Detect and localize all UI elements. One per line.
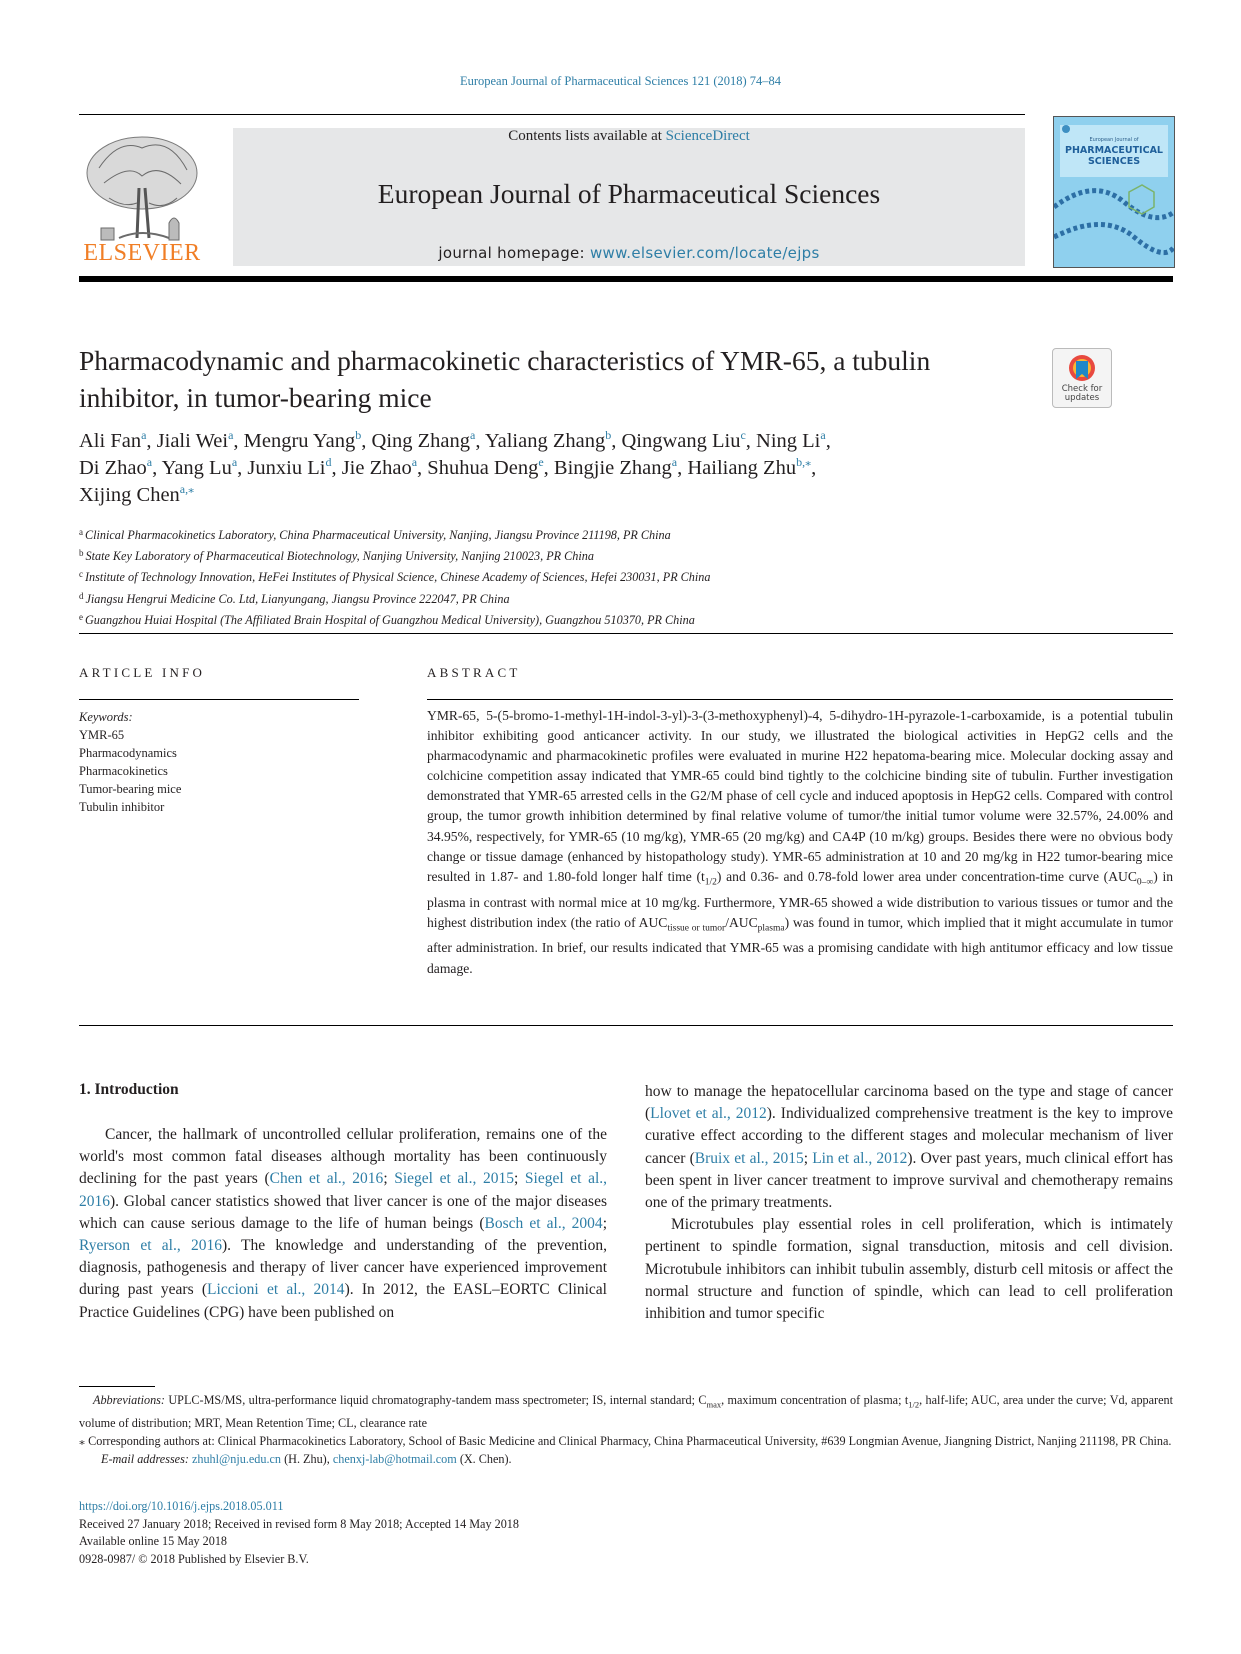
author-separator: , [331, 457, 342, 479]
email1-who: (H. Zhu), [281, 1452, 333, 1467]
copyright: 0928-0987/ © 2018 Published by Elsevier B.V. [79, 1551, 309, 1566]
author-separator: , [146, 430, 157, 452]
corresponding-footnote: ⁎ Corresponding authors at: Clinical Pharmacokinetics Laboratory, School of Basic Medicine and Clinical Pharmacy, China Pharmaceutical University, #639 Longmian Avenue, Jiangning District, Nanjing 211198, PR China. [79, 1433, 1172, 1448]
section-heading-introduction: 1. Introduction [79, 1081, 179, 1098]
abbrev-b: , maximum concentration of plasma; t [721, 1393, 909, 1407]
affiliation-label: b [79, 548, 84, 559]
author-separator: , [233, 430, 244, 452]
intro-paragraph-1-cont [645, 1081, 1173, 1214]
keywords-label: Keywords: [79, 710, 133, 724]
abstract-sub-plasma: plasma [757, 923, 785, 934]
author-affiliation-marker[interactable]: c [740, 428, 746, 442]
footnote-divider [79, 1386, 155, 1387]
author-name: Qing Zhang [371, 430, 471, 452]
keyword-item: Pharmacodynamics [79, 746, 177, 761]
body-column-right [645, 1081, 1173, 1325]
author-affiliation-marker[interactable]: a [411, 455, 418, 469]
abstract-sub-tissue: tissue or tumor [667, 923, 726, 934]
author-name: Hailiang Zhu [687, 457, 797, 479]
footnotes [79, 1391, 1173, 1468]
email2-who: (X. Chen). [456, 1452, 512, 1467]
body-column-left [79, 1124, 607, 1324]
author-affiliation-marker[interactable]: a [820, 428, 826, 442]
email-label: E-mail addresses: [101, 1452, 189, 1467]
keyword-item: YMR-65 [79, 728, 125, 743]
journal-header-box [233, 128, 1025, 266]
abstract-part3: ) in plasma in contrast with normal mice at 10 mg/kg. Furthermore, YMR-65 showed a wide distribution to various tissues or tumor and the highest distribution index (the ratio of AUC [427, 868, 1174, 930]
abstract-divider [427, 699, 1173, 700]
affiliation-text: Jiangsu Hengrui Medicine Co. Ltd, Lianyungang, Jiangsu Province 222047, PR China [85, 591, 510, 606]
ref-lin-2012[interactable]: Lin et al., 2012 [812, 1149, 908, 1167]
cover-title-line1: PHARMACEUTICAL [1065, 145, 1163, 156]
author-affiliation-marker[interactable]: b [605, 428, 612, 442]
author-separator: , [417, 457, 428, 479]
author-separator: , [811, 457, 817, 479]
homepage-link[interactable]: www.elsevier.com/locate/ejps [589, 244, 820, 262]
author-affiliation-marker[interactable]: a [141, 428, 147, 442]
intro-p1-f: ). Over past years, much clinical effort has been spent in liver cancer treatment to improve survival and chemotherapy remains one of the primary treatments. [645, 1149, 1173, 1212]
author-affiliation-marker[interactable]: a [231, 455, 238, 469]
abbrev-a: UPLC-MS/MS, ultra-performance liquid chromatography-tandem mass spectrometer; IS, internal standard; C [164, 1393, 707, 1407]
ref-siegel-2015[interactable]: Siegel et al., 2015 [394, 1170, 514, 1188]
affiliation-list [79, 523, 1079, 629]
contents-line [233, 128, 1025, 145]
check-for-updates-button[interactable] [1052, 348, 1112, 408]
ref-bosch-2004[interactable]: Bosch et al., 2004 [484, 1214, 603, 1232]
author-name: Xijing Chen [79, 484, 180, 506]
affiliation-item [79, 608, 1079, 629]
abstract-part2: ) and 0.36- and 0.78-fold lower area under concentration-time curve (AUC [716, 868, 1137, 884]
intro-paragraph-1 [79, 1124, 607, 1324]
ref-sep: ; [602, 1214, 607, 1232]
author-separator: , [475, 430, 485, 452]
journal-reference[interactable]: European Journal of Pharmaceutical Sciences 121 (2018) 74–84 [459, 74, 782, 88]
abstract-sub-auc: 0–∞ [1136, 877, 1154, 888]
author-affiliation-marker[interactable]: a [671, 455, 678, 469]
article-info-divider [79, 699, 359, 700]
affiliation-label: d [79, 590, 84, 601]
abstract-heading: ABSTRACT [427, 665, 521, 680]
author-name: Qingwang Liu [621, 430, 741, 452]
sciencedirect-link[interactable]: ScienceDirect [665, 128, 750, 144]
author-separator: , [677, 457, 688, 479]
author-name: Ali Fan [79, 430, 142, 452]
email-chen-link[interactable]: chenxj-lab@hotmail.com [332, 1452, 457, 1467]
affiliation-label: c [79, 569, 83, 580]
cover-title-line2: SCIENCES [1087, 156, 1141, 167]
ref-liccioni-2014[interactable]: Liccioni et al., 2014 [207, 1281, 345, 1299]
elsevier-wordmark: ELSEVIER [83, 240, 201, 266]
keyword-list [79, 726, 359, 816]
ref-sep: ; [383, 1170, 395, 1188]
abstract-part1: YMR-65, 5-(5-bromo-1-methyl-1H-indol-3-yl)-3-(3-methoxyphenyl)-4, 5-dihydro-1H-pyrazole-1-carboxamide, is a potential tubulin inhibitor exhibiting good anticancer activity. In our study, we illustrated the biological activities in HepG2 cells and the pharmacodynamic and pharmacokinetic profiles were evaluated in murine H22 hepatoma-bearing mice. Molecular docking assay and colchicine competition assay indicated that YMR-65 could bind tightly to the colchicine binding site of tubulin. Further investigation demonstrated that YMR-65 arrested cells in the G2/M phase of cell cycle and induced apoptosis in HepG2 cells. Compared with control group, the tumor growth inhibition determined by final relative volume of tumor/the initial tumor volume were 32.57%, 24.00% and 34.95%, respectively, for YMR-65 (10 mg/kg), YMR-65 (20 mg/kg) and CA4P (10 m/kg) groups. Besides there were no obvious body change or tissue damage (enhanced by histopathology study). YMR-65 administration at 10 and 20 mg/kg in H22 tumor-bearing mice resulted in 1.87- and 1.80-fold longer half time (t [427, 708, 1173, 884]
affiliation-text: Clinical Pharmacokinetics Laboratory, China Pharmaceutical University, Nanjing, Jiangsu Province 211198, PR China [85, 528, 671, 542]
journal-title: European Journal of Pharmaceutical Sciences [377, 178, 881, 209]
author-affiliation-marker[interactable]: e [538, 455, 544, 469]
intro-p1-d-left: ). In 2012, the EASL–EORTC Clinical Practice Guidelines (CPG) have been published on [79, 1281, 607, 1321]
author-separator: , [825, 430, 831, 452]
author-name: Bingjie Zhang [553, 457, 672, 479]
abbrev-c: , half-life; AUC, area under the curve; Vd, apparent volume of distribution; MRT, Mean Retention Time; CL, clearance rate [79, 1393, 1173, 1430]
author-separator: , [237, 457, 248, 479]
intro-p1-d-right: how to manage the hepatocellular carcinoma based on the type and stage of cancer ( [645, 1083, 1173, 1123]
author-affiliation-marker[interactable]: a,⁎ [179, 482, 195, 496]
journal-homepage [233, 244, 1025, 262]
author-separator: , [361, 430, 372, 452]
ref-siegel-2016[interactable]: Siegel et al., 2016 [79, 1170, 608, 1210]
intro-p1-a: Cancer, the hallmark of uncontrolled cellular proliferation, remains one of the world's most common fatal diseases although mortality has been continuously declining for the past years ( [79, 1126, 607, 1188]
available-online: Available online 15 May 2018 [79, 1534, 228, 1548]
email-footnote [79, 1450, 1173, 1468]
affiliation-item [79, 587, 1079, 608]
header-thick-divider [79, 276, 1173, 282]
abbreviations-footnote [79, 1391, 1173, 1432]
email-zhu-link[interactable]: zhuhl@nju.edu.cn [191, 1452, 282, 1467]
bookmark-icon [1053, 349, 1111, 387]
journal-cover[interactable] [1053, 116, 1175, 268]
cover-title [1054, 145, 1174, 167]
author-affiliation-marker[interactable]: a [228, 428, 234, 442]
affiliation-item [79, 544, 1079, 565]
contents-prefix: Contents lists available at [508, 128, 666, 144]
keywords-block [79, 708, 359, 817]
ref-ryerson-2016[interactable]: Ryerson et al., 2016 [79, 1237, 222, 1255]
author-name: Junxiu Li [247, 457, 326, 479]
intro-p1-e: ). Individualized comprehensive treatment is the key to improve curative effect according to the different stages and molecular mechanism of liver cancer ( [645, 1105, 1173, 1167]
abstract-text [427, 706, 1173, 979]
keyword-item: Tubulin inhibitor [79, 800, 165, 815]
ref-sep: ; [803, 1149, 813, 1167]
intro-paragraph-2: Microtubules play essential roles in cell proliferation, which is intimately pertinent to spindle formation, signal transduction, mitosis and cell division. Microtubule inhibitors can inhibit tubulin assembly, disturb cell mitosis or affect the normal structure and function of spindle, which can lead to cell proliferation inhibition and tumor specific [645, 1216, 1173, 1323]
abstract-end-divider [79, 1025, 1173, 1026]
abbrev-sub-max: max [706, 1399, 722, 1410]
received-dates: Received 27 January 2018; Received in revised form 8 May 2018; Accepted 14 May 2018 [79, 1516, 519, 1531]
publication-info [79, 1498, 979, 1568]
affiliation-item [79, 565, 1079, 586]
author-name: Jie Zhao [341, 457, 412, 479]
ref-llovet-2012[interactable]: Llovet et al., 2012 [650, 1105, 767, 1123]
author-name: Ning Li [756, 430, 821, 452]
author-separator: , [745, 430, 757, 452]
intro-p1-c: ). The knowledge and understanding of the prevention, diagnosis, pathogenesis and therapy of liver cancer have experienced improvement during past years ( [79, 1237, 607, 1299]
abstract-part5: ) was found in tumor, which implied that it might accumulate in tumor after administration. In brief, our results indicated that YMR-65 was a promising candidate with high antitumor efficacy and low tissue damage. [427, 914, 1173, 976]
author-list [79, 428, 1079, 509]
ref-sep: ; [513, 1170, 525, 1188]
affiliation-text: State Key Laboratory of Pharmaceutical Biotechnology, Nanjing University, Nanjing 210023, PR China [85, 549, 594, 564]
doi-link[interactable]: https://doi.org/10.1016/j.ejps.2018.05.011 [79, 1499, 284, 1513]
author-separator: , [611, 430, 622, 452]
author-affiliation-marker[interactable]: d [325, 455, 332, 469]
author-name: Mengru Yang [243, 430, 356, 452]
top-divider [79, 114, 1025, 115]
author-affiliation-marker[interactable]: b [355, 428, 362, 442]
article-info-heading: ARTICLE INFO [79, 665, 206, 680]
author-separator: , [543, 457, 554, 479]
abstract-sub-half: 1/2 [704, 877, 717, 888]
cover-title-small: European Journal of [1089, 137, 1139, 143]
intro-p1-b: ). Global cancer statistics showed that liver cancer is one of the major diseases which can cause serious damage to the life of human beings ( [79, 1192, 607, 1232]
abbreviations-label: Abbreviations: [93, 1393, 165, 1407]
author-name: Di Zhao [79, 457, 147, 479]
ref-chen-2016[interactable]: Chen et al., 2016 [269, 1170, 384, 1188]
author-affiliation-marker[interactable]: a [470, 428, 476, 442]
affiliation-item [79, 523, 1079, 544]
article-title: Pharmacodynamic and pharmacokinetic characteristics of YMR-65, a tubulin inhibitor, in tumor-bearing mice [79, 345, 931, 413]
author-name: Yaliang Zhang [484, 430, 606, 452]
affiliation-text: Guangzhou Huiai Hospital (The Affiliated Brain Hospital of Guangzhou Medical University), Guangzhou 510370, PR China [85, 612, 695, 627]
check-updates-label: Check for updates [1061, 384, 1103, 403]
author-affiliation-marker[interactable]: b,⁎ [796, 455, 812, 469]
affiliations-divider [79, 633, 1173, 634]
elsevier-logo [79, 128, 205, 266]
author-name: Jiali Wei [156, 430, 229, 452]
keyword-item: Pharmacokinetics [79, 764, 168, 779]
keyword-item: Tumor-bearing mice [79, 782, 182, 797]
affiliation-label: e [79, 611, 83, 622]
author-separator: , [152, 457, 162, 479]
author-name: Shuhua Deng [427, 457, 539, 479]
ref-bruix-2015[interactable]: Bruix et al., 2015 [694, 1149, 804, 1167]
affiliation-text: Institute of Technology Innovation, HeFei Institutes of Physical Science, Chinese Academy of Sciences, Hefei 230031, PR China [85, 570, 711, 585]
author-affiliation-marker[interactable]: a [146, 455, 153, 469]
abbrev-sub-half: 1/2 [908, 1399, 920, 1410]
author-name: Yang Lu [161, 457, 232, 479]
affiliation-label: a [79, 527, 83, 537]
homepage-prefix: journal homepage: [438, 244, 590, 262]
abstract-part4: /AUC [725, 914, 758, 930]
